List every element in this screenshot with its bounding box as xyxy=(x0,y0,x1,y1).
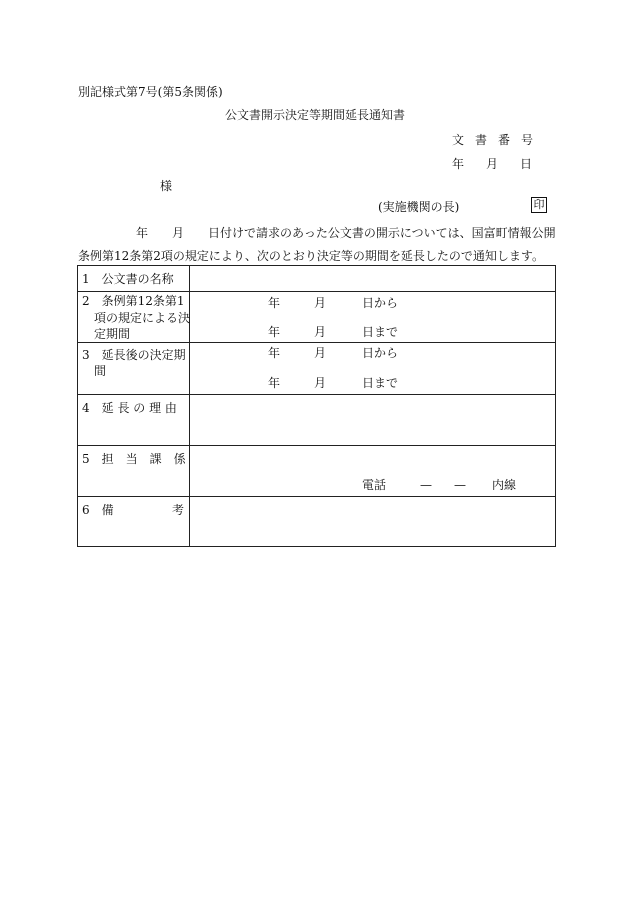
row3-to-month: 月 xyxy=(314,376,327,390)
row3-from-year: 年 xyxy=(268,346,281,360)
reason-field[interactable] xyxy=(190,395,555,445)
row3-to-year: 年 xyxy=(268,376,281,390)
row2-to-year: 年 xyxy=(268,325,281,339)
row2-label-line3: 定期間 xyxy=(82,327,131,341)
document-name-field[interactable] xyxy=(190,266,555,291)
phone-separator-1: — xyxy=(420,478,432,492)
document-number-label: 文書番号 xyxy=(452,133,545,147)
row2-from-year: 年 xyxy=(268,296,281,310)
body-line-2: 条例第12条第2項の規定により、次のとおり決定等の期間を延長したので通知します。 xyxy=(78,249,544,263)
document-title: 公文書開示決定等期間延長通知書 xyxy=(224,108,405,122)
date-year-label: 年 xyxy=(452,157,465,171)
row1-label: 1 公文書の名称 xyxy=(82,272,174,286)
seal-mark: 印 xyxy=(531,197,547,213)
row3-from-day: 日から xyxy=(362,346,399,360)
remarks-field[interactable] xyxy=(190,497,555,546)
table-row-divider xyxy=(78,342,555,343)
extension-label: 内線 xyxy=(492,478,517,492)
phone-label: 電話 xyxy=(362,478,387,492)
table-row-divider xyxy=(78,291,555,292)
body-paragraph xyxy=(78,222,558,268)
row2-to-day: 日まで xyxy=(362,325,399,339)
row3-label-line2: 間 xyxy=(82,364,107,378)
row3-from-month: 月 xyxy=(314,346,327,360)
row5-label: 5 担 当 課 係 xyxy=(82,452,186,466)
date-day-label: 日 xyxy=(520,157,533,171)
body-line-1: 年 月 日付けで請求のあった公文書の開示については、国富町情報公開 xyxy=(136,226,556,240)
phone-separator-2: — xyxy=(454,478,466,492)
row2-from-day: 日から xyxy=(362,296,399,310)
row2-from-month: 月 xyxy=(314,296,327,310)
details-table xyxy=(77,265,556,547)
issuer-label: (実施機関の長) xyxy=(378,200,460,214)
row2-label-line2: 項の規定による決 xyxy=(82,311,191,325)
row2-to-month: 月 xyxy=(314,325,327,339)
table-row-divider xyxy=(78,445,555,446)
row6-label: 6 備 xyxy=(82,503,114,517)
row3-to-day: 日まで xyxy=(362,376,399,390)
form-label: 別記様式第7号(第5条関係) xyxy=(78,85,223,99)
row4-label: 4 延 長 の 理 由 xyxy=(82,401,177,415)
addressee-suffix: 様 xyxy=(160,179,173,193)
row3-label-line1: 3 延長後の決定期 xyxy=(82,348,186,362)
row6-label-suffix: 考 xyxy=(172,503,185,517)
date-month-label: 月 xyxy=(486,157,499,171)
row2-label-line1: 2 条例第12条第1 xyxy=(82,294,185,308)
